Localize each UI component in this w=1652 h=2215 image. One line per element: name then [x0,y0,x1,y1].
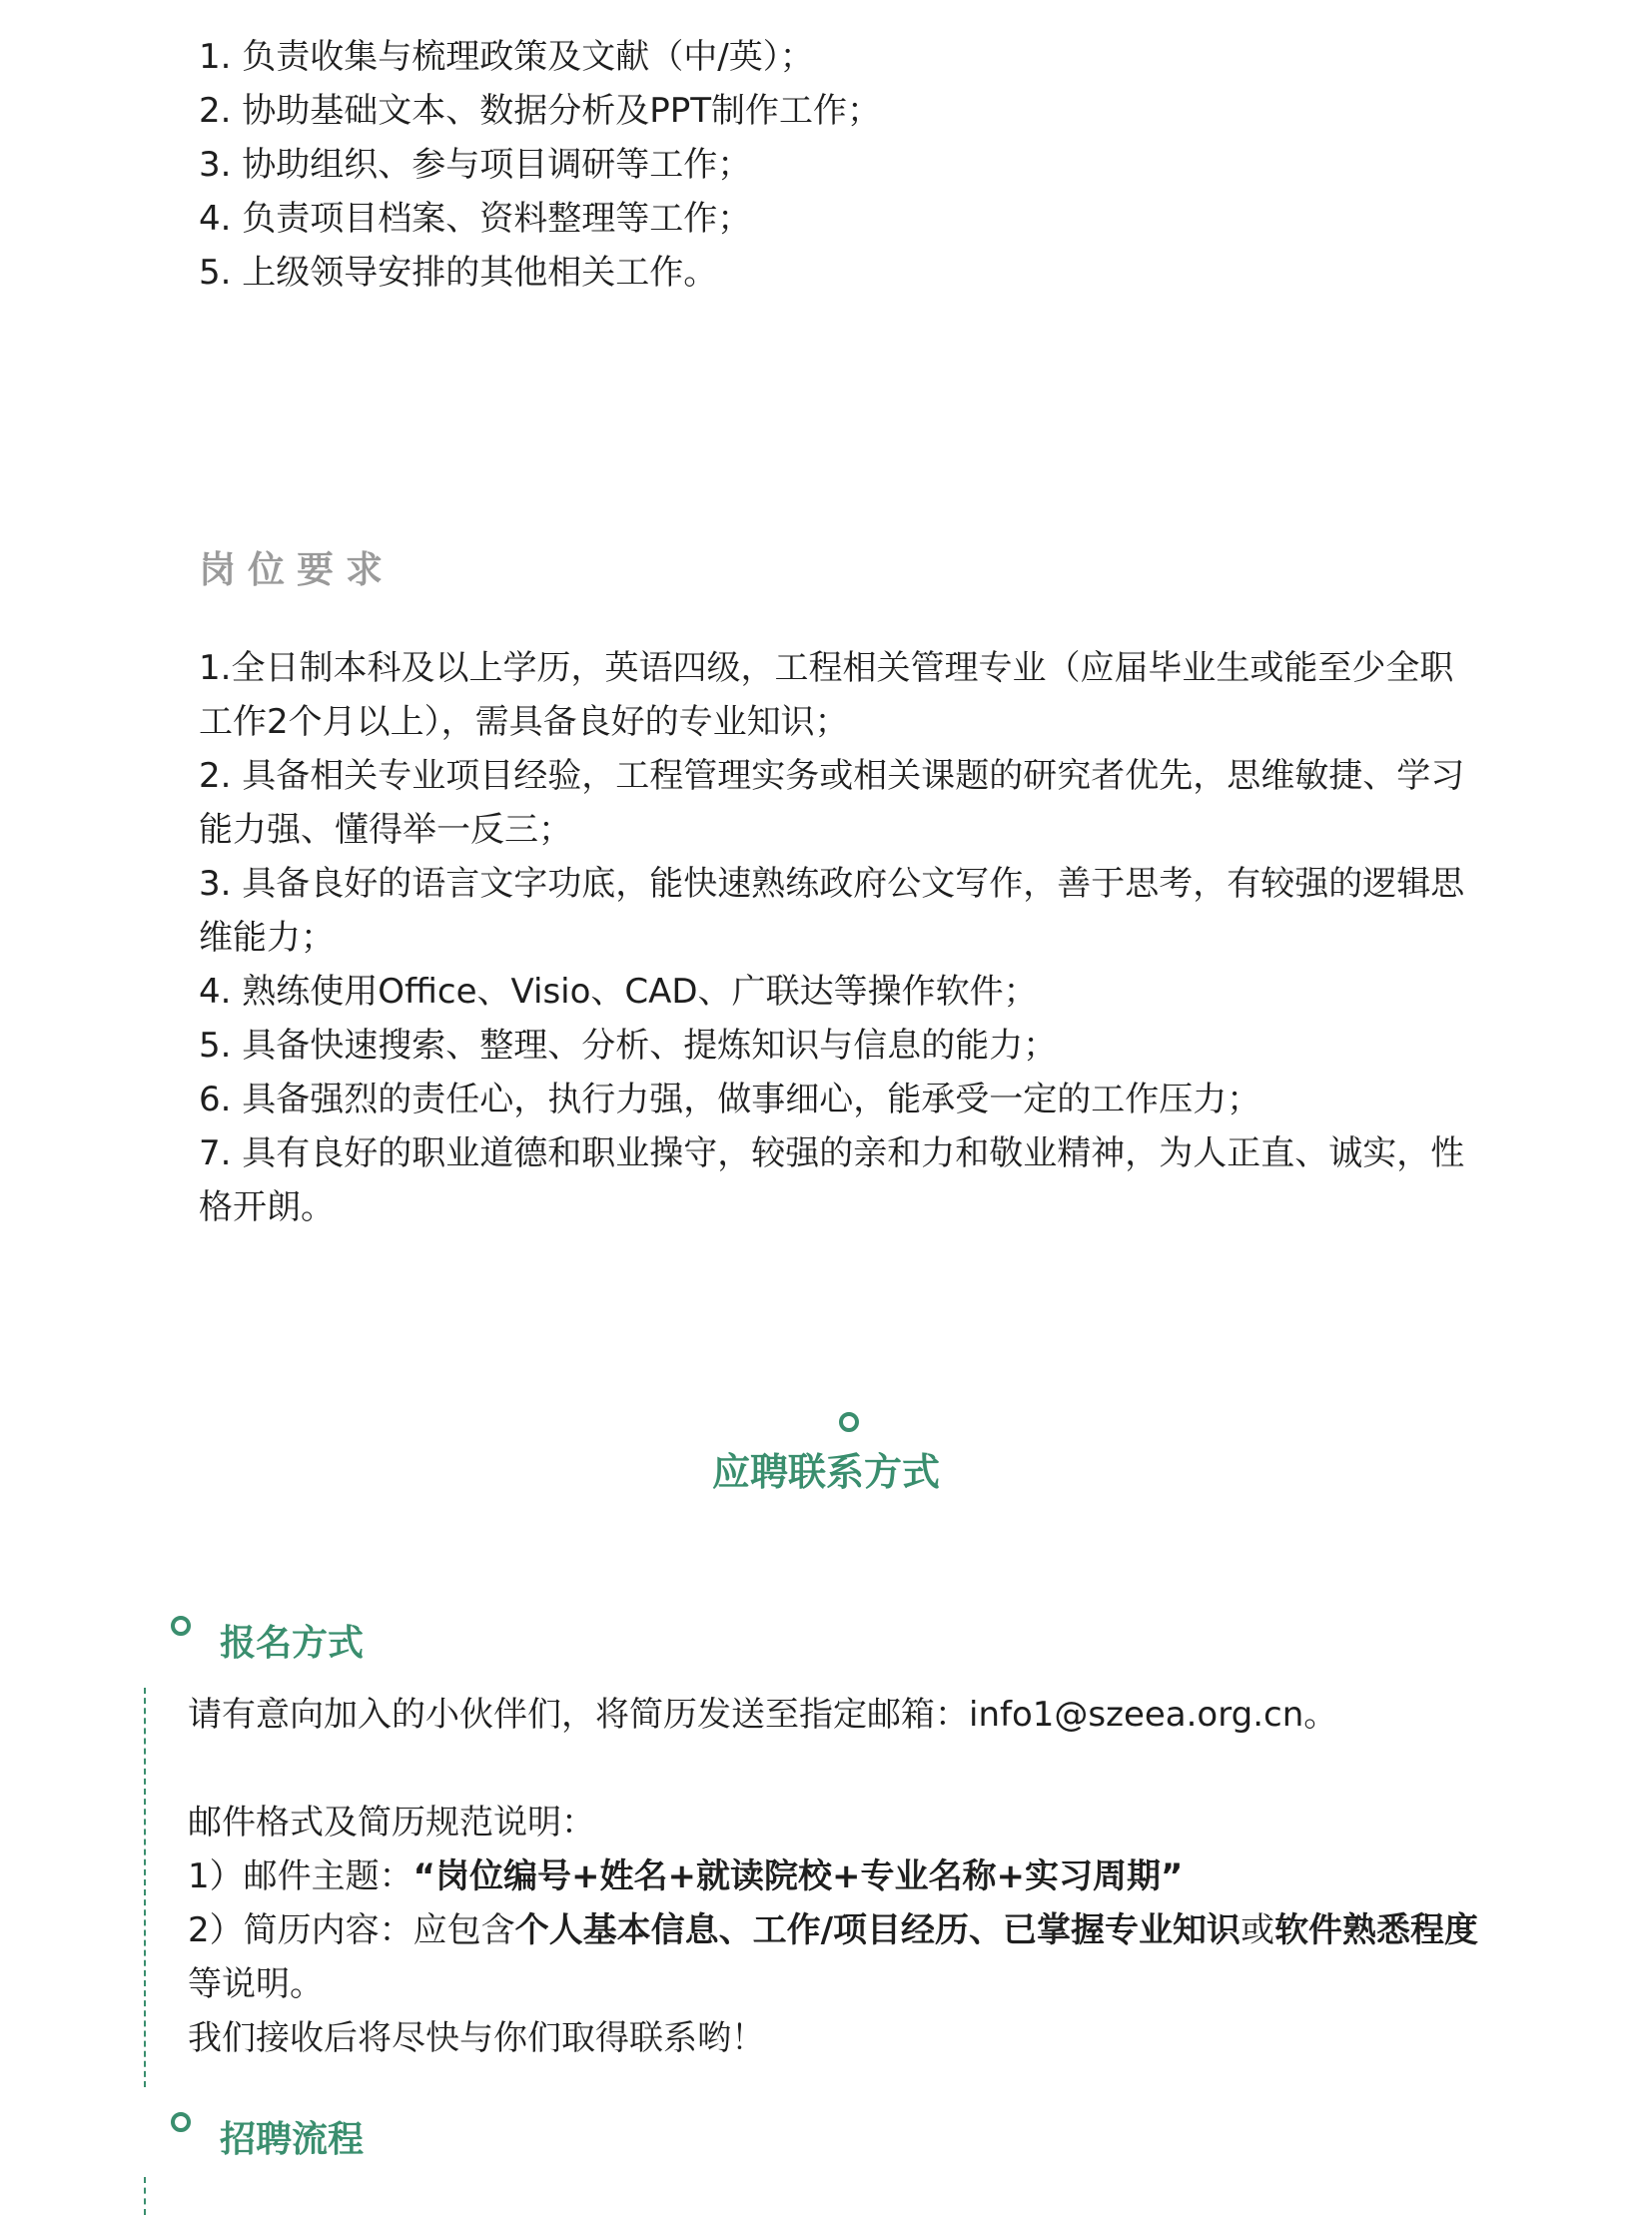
content-bold-1: 个人基本信息、工作/项目经历、已掌握专业知识 [514,1910,1241,1950]
signup-circle-icon [171,1616,191,1636]
process-circle-icon [171,2112,191,2132]
content-prefix: 2）简历内容：应包含 [188,1910,515,1950]
subject-value: “岗位编号+姓名+就读院校+专业名称+实习周期” [413,1856,1184,1896]
duty-item: 4. 负责项目档案、资料整理等工作； [199,199,752,239]
timeline-dashed-line [144,1688,146,2087]
duty-list [199,30,1497,300]
content-bold-2: 软件熟悉程度 [1274,1910,1479,1950]
requirement-item: 2. 具备相关专业项目经验，工程管理实务或相关课题的研究者优先，思维敏捷、学习能力强、懂得举一反三； [199,756,1465,850]
closing-text: 我们接收后将尽快与你们取得联系哟！ [188,2018,765,2058]
signup-intro: 请有意向加入的小伙伴们，将简历发送至指定邮箱：info1@szeea.org.cn。 [188,1695,1338,1735]
resume-content-rule [188,1903,1506,2011]
requirement-item: 5. 具备快速搜索、整理、分析、提炼知识与信息的能力； [199,1026,1058,1066]
email-subject-rule [188,1849,1506,1903]
timeline-dashed-line [144,2177,146,2215]
content-or: 或 [1240,1910,1275,1950]
duty-item: 5. 上级领导安排的其他相关工作。 [199,253,718,293]
requirement-item: 4. 熟练使用Office、Visio、CAD、广联达等操作软件； [199,972,1038,1012]
signup-title: 报名方式 [220,1623,365,1664]
requirements-list [199,641,1487,1234]
requirement-item: 6. 具备强烈的责任心，执行力强，做事细心，能承受一定的工作压力； [199,1080,1261,1119]
requirement-item: 7. 具有良好的职业道德和职业操守，较强的亲和力和敬业精神，为人正直、诚实，性格开朗。 [199,1133,1465,1227]
signup-content [188,1688,1506,2065]
format-label: 邮件格式及简历规范说明： [188,1803,595,1843]
subject-prefix: 1）邮件主题： [188,1856,413,1896]
contact-section-title: 应聘联系方式 [711,1450,940,1494]
process-title: 招聘流程 [220,2119,365,2160]
section-circle-icon [839,1412,859,1432]
requirements-heading: 岗位要求 [199,548,395,591]
duty-item: 2. 协助基础文本、数据分析及PPT制作工作； [199,91,882,131]
duty-item: 1. 负责收集与梳理政策及文献（中/英）； [199,37,814,77]
requirement-item: 3. 具备良好的语言文字功底，能快速熟练政府公文写作，善于思考，有较强的逻辑思维能力； [199,864,1465,958]
duty-item: 3. 协助组织、参与项目调研等工作； [199,145,752,185]
requirement-item: 1.全日制本科及以上学历，英语四级，工程相关管理专业（应届毕业生或能至少全职工作2个月以上），需具备良好的专业知识； [199,648,1454,742]
content-suffix: 等说明。 [188,1964,324,2004]
